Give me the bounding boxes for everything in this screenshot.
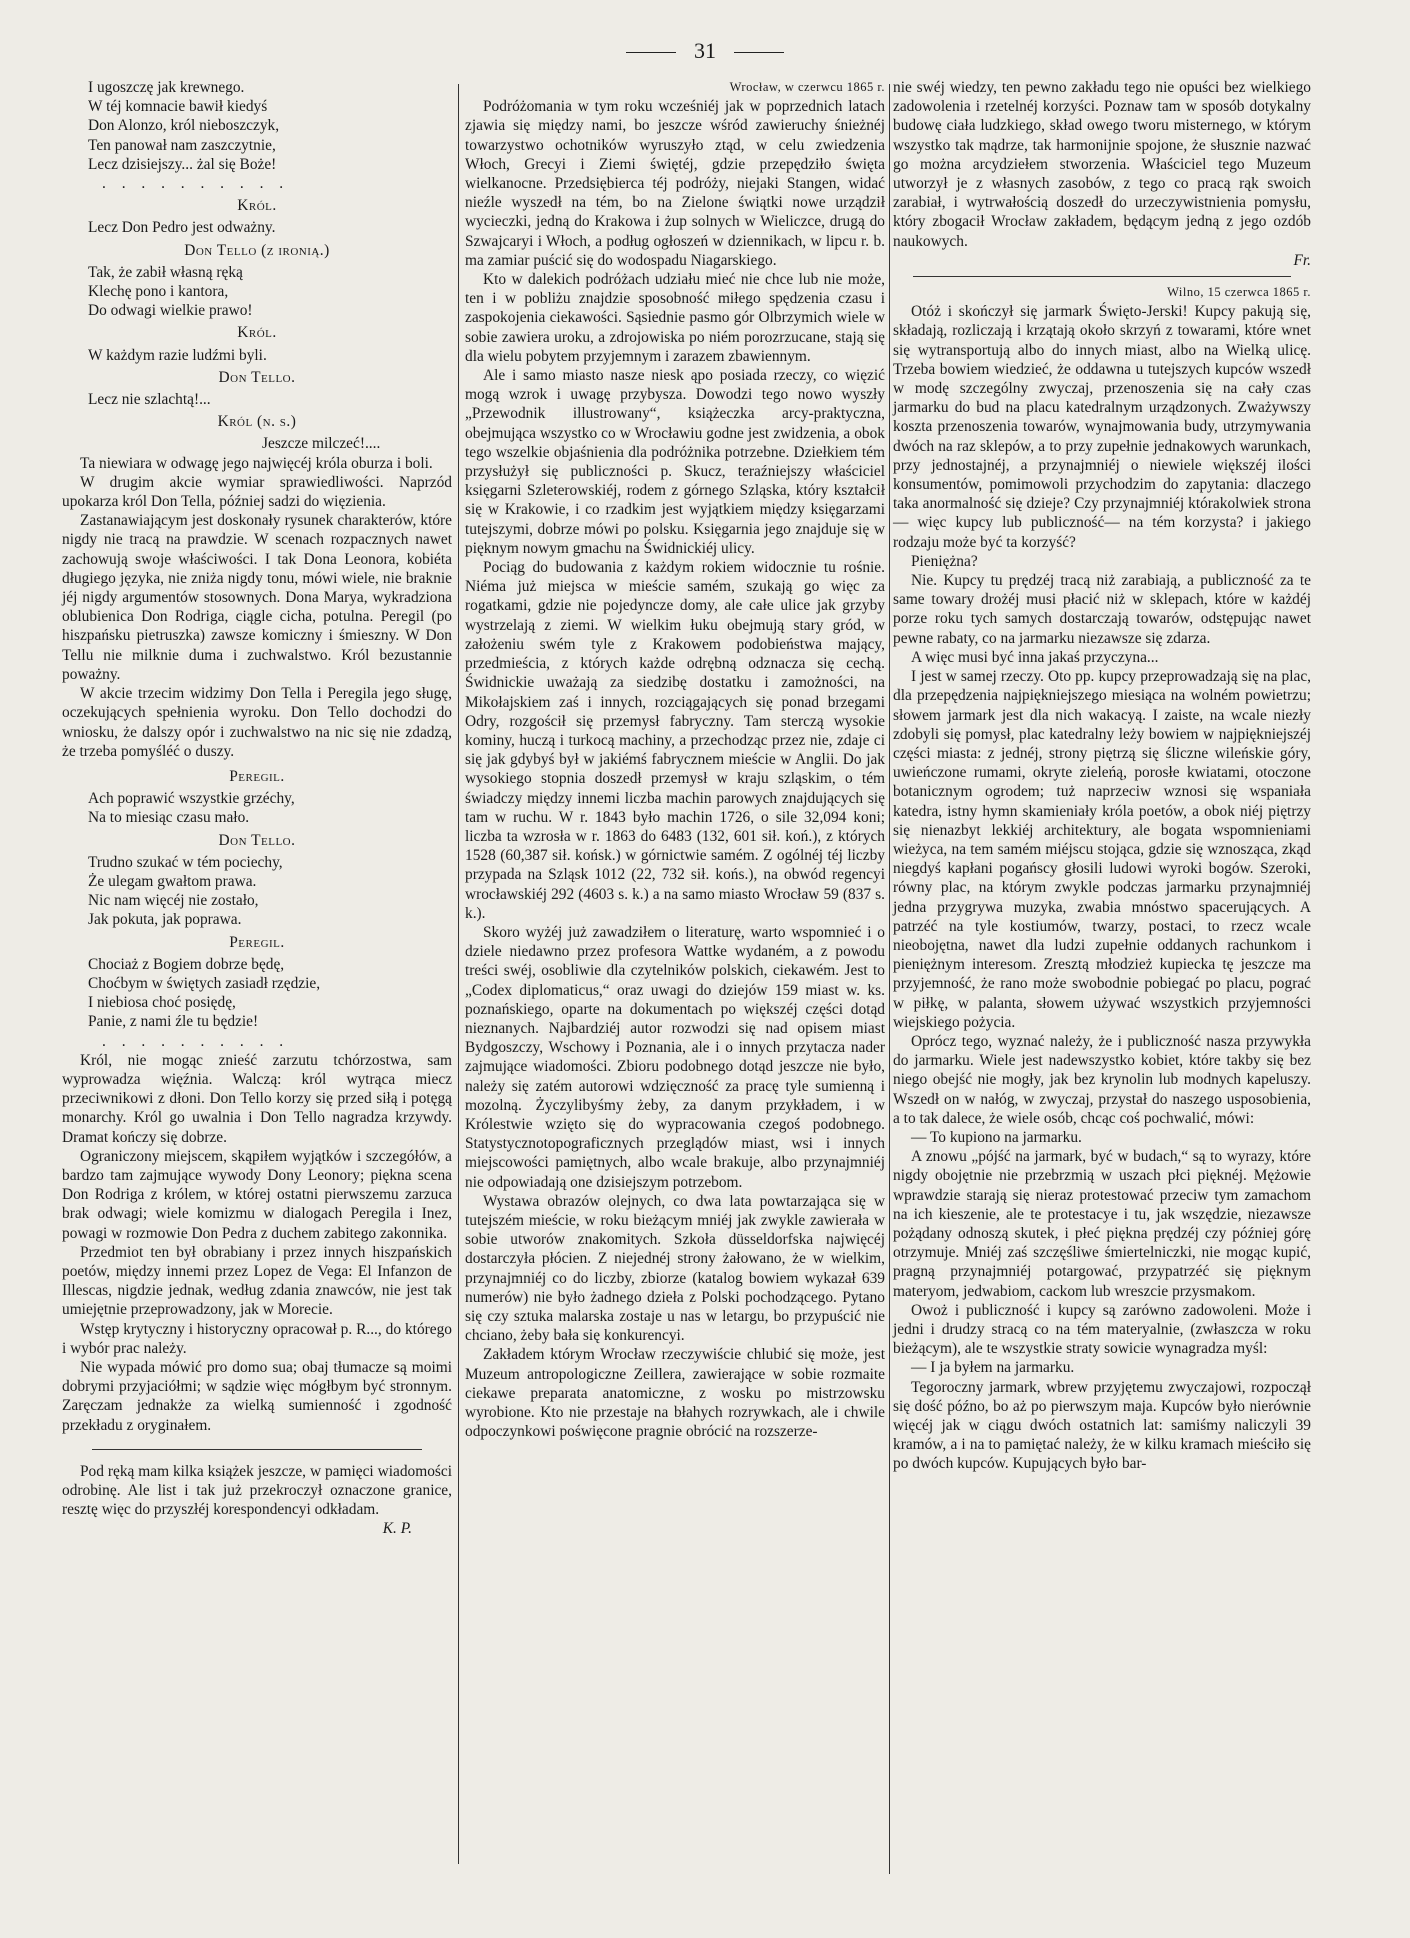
paragraph: I jest w samej rzeczy. Oto pp. kupcy przeprowadzają się na plac, dla przepędzenia najpiękniejszego miesiąca na wolném powietrzu; słowem jarmark jest dla nich wakacyą. I zaiste, na wcale niezły zdobyli się pomysł, plac katedralny leży bowiem w najpiękniejszéj części miasta: z jednéj, strony piętrzą się śliczne wileńskie góry, uwieńczone rumami, okryte zieleńą, porosłe kwiatami, otoczone botanicznym ogrodem; tuż naprzeciw wznosi się wspaniała katedra, istny hymn skamieniały króla poetów, a obok niéj piętrzy się nienazbyt lekkiéj architektury, ale bogata wspomnieniami wieżyca, na tem samém miéjscu stojąca, gdzie się wznosząca, zkąd niegdyś kapłani pogańscy głosili ludowi wyroki bogów. Szeroki, równy plac, na którym zwykle podczas jarmarku przynajmniéj jedna przygrywa muzyka, zwabia mnóstwo spacerujących. A patrzéć na tyle kostiumów, twarzy, postaci, to rzecz wcale nieobojętna, nawet dla ludzi zupełnie oddanych rachunkom i pieniężnym interesom. Zresztą młodzież kupiecka tę jeszcze ma przyjemność, że rano może swobodnie pobiegać po placu, pograć w piłkę, w palanta, słowem używać wszystkich przyjemności wiejskiego pożycia. [893,668,1311,1031]
verse-line: Że ulegam gwałtom prawa. [88,872,257,890]
speaker-name: Król. [237,197,277,215]
paragraph: A znowu „pójść na jarmark, być w budach,“ są to wyrazy, które nigdy obojętnie nie przebrzmią w uszach płci pięknéj. Mężowie wprawdzie starają się nieraz protestować przeciw tym zamachom na ich kieszenie, ale te protestacye i tu, jak wszędzie, niezawsze pożądany odnoszą skutek, i płeć piękna prędzéj czy później górę otrzymuje. Mniéj zaś szczęśliwe śmiertelniczki, nie mogąc kupić, pragną przynajmniéj potargować, przypatrzéć się pięknym materyom, jedwabiom, cackom lub wreszcie przysmakom. [893,1148,1311,1300]
paragraph: Pociąg do budowania z każdym rokiem widocznie tu rośnie. Niéma już miejsca w mieście samém, szukają go więc za rogatkami, gdzie nie pojedyncze domy, ale całe ulice jak grzyby wystrzelają z ziemi. W wielkim łuku obejmują stary gród, w założeniu swém tyle z Krakowem podobieństwa mający, przedmieścia, z których każde odrębną odznacza się cechą. Świdnickie uważają za siedzibę dostatku i zamożności, na Mikołajskiem zaś i innych, rozciągających się ponad brzegami Odry, rozgościł się przemysł fabryczny. Tam sterczą wysokie kominy, huczą i turkocą machiny, a przechodząc przez nie, zdaje ci się jak gdybyś był w jakiémś fabrycznem mieście w Anglii. Do jak wysokiego stopnia doszedł przemysł w kraju szląskim, o tém świadczy między innemi liczba machin parowych znajdujących się tam w ruchu. W r. 1843 było machin 1726, o sile 32,094 koni; liczba ta wzrosła w r. 1863 do 6483 (132, 601 sił. koń.), z których 1528 (60,387 sił. końsk.) w górnictwie samém. Z ogólnéj téj liczby przypada na Szląsk 1012 (22, 732 sił. końs.), na obwód regencyi wrocławskiéj 292 (4603 s. k.) a na samo miasto Wrocław 59 (837 s. k.). [465,559,885,922]
verse-line: Na to miesiąc czasu mało. [88,809,250,827]
verse-line: Jeszcze milczeć!.... [262,435,381,453]
paragraph: Zakładem którym Wrocław rzeczywiście chlubić się może, jest Muzeum antropologiczne Zeillera, zawierające w sobie rozmaite ciekawe preparata anatomiczne, z wosku po mistrzowsku wyrobione. Kto nie przestaje na błahych rozrywkach, ale i chwile odpoczynkowi poświęcone pragnie obrócić na rozszerze- [465,1346,885,1441]
paragraph: Nie wypada mówić pro domo sua; obaj tłumacze są moimi dobrymi przyjaciółmi; w sądzie więc mógłbym być stronnym. Zaręczam jednakże za wielką sumienność i zgodność przekładu z oryginałem. [62,1359,452,1434]
verse-block [62,434,452,453]
verse-line: W téj komnacie bawił kiedyś [88,98,268,116]
page-number: 31 [694,38,716,63]
paragraph: Pod ręką mam kilka książek jeszcze, w pamięci wiadomości odrobinę. Ale list i tak już przekroczył oznaczone granice, resztę więc do przyszłéj korespondencyi odkładam. [62,1462,452,1519]
ellipsis-row: . . . . . . . . . . [102,175,290,193]
verse-line: Panie, z nami źle tu będzie! [88,1013,259,1031]
paragraph: Zastanawiającym jest doskonały rysunek charakterów, które nigdy nie tracą na prawdzie. W scenach rozpacznych nawet zachowują swoje właściwości. I tak Dona Leonora, kobiéta długiego języka, nie zniża nigdy tonu, mówi wiele, nie braknie jéj nigdy argumentów stosownych. Dona Marya, wykradziona oblubienica Don Rodriga, ciągle cicha, potulna. Peregil (po hiszpańsku pietruszka) zawsze komiczny i śmieszny. W Don Tellu nie milknie duma i zuchwalstwo. Król bezustannie poważny. [62,512,452,683]
verse-line: W każdym razie ludźmi byli. [88,346,267,364]
verse-line: Don Alonzo, król nieboszczyk, [88,117,280,135]
verse-line: Klechę pono i kantora, [88,283,229,301]
paragraph: Kto w dalekich podróżach udziału mieć nie chce lub nie może, ten i w pobliżu znajdzie sposobność miłego spędzenia czasu i zaspokojenia ciekawości. Sąsiednie pasmo gór Olbrzymich wiele w sobie zawiera uroku, a zdrojowiska po niém porozrzucane, stają się dla wielu pobytem przyjemnym i zarazem zbawiennym. [465,271,885,365]
verse-line: Do odwagi wielkie prawo! [88,302,253,320]
paragraph: W akcie trzecim widzimy Don Tella i Peregila jego sługę, oczekujących spełnienia wyroku. Don Tello dochodzi do wniosku, że dalszy opór i zuchwalstwo na nic się nie zdadzą, że trzeba pomyśléć o duszy. [62,685,452,760]
speaker-name: Król. [237,324,277,342]
speaker-name: Don Tello. [218,831,296,849]
verse-block [62,853,452,930]
dateline: Wrocław, w czerwcu 1865 r. [729,80,885,94]
section-rule [92,1449,422,1450]
page-number-row [0,38,1410,64]
paragraph: — To kupiono na jarmarku. [911,1128,1082,1146]
verse-block [62,955,452,1032]
section-rule [913,276,1291,277]
paragraph: Ta niewiara w odwagę jego najwięcéj króla oburza i boli. [80,454,433,472]
paragraph: A więc musi być inna jakaś przyczyna... [911,648,1159,666]
paragraph: Owoż i publiczność i kupcy są zarówno zadowoleni. Może i jedni i drudzy stracą co na tém materyalnie, (zwłaszcza w roku bieżącym), ale te wszystkie straty sowicie wynagradza myśl: [893,1301,1311,1358]
column-divider [458,84,459,1864]
speaker-name: Don Tello (z ironią.) [184,241,330,259]
ellipsis-row: . . . . . . . . . . [102,1032,290,1050]
verse-block [62,789,452,827]
verse-block [62,78,452,174]
verse-line: Trudno szukać w tém pociechy, [88,853,283,871]
verse-block [62,218,452,237]
verse-line: Nic nam więcéj nie zostało, [88,892,259,910]
paragraph: W drugim akcie wymiar sprawiedliwości. Naprzód upokarza król Don Tella, później sadzi do więzienia. [62,473,452,511]
paragraph: nie swéj wiedzy, ten pewno zakładu tego nie opuści bez wielkiego zadowolenia i rzetelnéj korzyści. Poznaw tam w sposób dotykalny budowę ciała ludzkiego, skład owego tworu misternego, w którym wszystko tak mądrze, tak harmonijnie spojone, że słusznie nazwać go można arcydziełem stworzenia. Właściciel tego Muzeum utworzył je z własnych zasobów, z tego co pracą rąk swoich zarabiał, i wytrwałością doszedł do urzeczywistnienia pomysłu, który zbogacił Wrocław zakładem, będącym jedną z jego ozdób naukowych. [893,79,1311,250]
verse-line: Jak pokuta, jak poprawa. [88,911,242,929]
verse-line: Ach poprawić wszystkie grzéchy, [88,790,295,808]
paragraph: Nie. Kupcy tu prędzéj tracą niż zarabiają, a publiczność za te same towary drożéj musi płacić niż w sklepach, które w każdéj porze roku tych samych dostarczają towarów, odstępując nawet pewne rabaty, co na jarmarku niezawsze się zdarza. [893,572,1311,647]
column-middle [465,78,885,1441]
page-number-rule-right [734,52,784,53]
speaker-name: Don Tello. [218,368,296,386]
paragraph: Skoro wyżéj już zawadziłem o literaturę, warto wspomnieć i o dziele niedawno przez profesora Wattke wydaném, a z powodu treści swéj, osobliwie dla czytelników polskich, ciekawém. Jest to „Codex diplomaticus,“ oraz uwagi do dziejów 159 miast w. ks. poznańskiego, oparte na dokumentach po większéj części dotąd nieznanych. Najbardziéj autor rozwodzi się nad opisem miast Bydgoszczy, Wschowy i Poznania, ale i o innych przytacza nader zajmujące wiadomości. Zbioru podobnego dotąd jeszcze nie było, należy się zatém autorowi wdzięczność za pracę tyle sumienną i mozolną. Życzylibyśmy żeby, za danym przykładem, i w Królestwie wzięto się do wypracowania czegoś podobnego. Statystycznotopograficznych przeglądów miast, wsi i innych miejscowości pamiętnych, albo wcale brakuje, albo przynajmniéj nie odpowiadają one dzisiejszym potrzebom. [465,923,885,1191]
paragraph: Ograniczony miejscem, skąpiłem wyjątków i szczegółów, a bardzo tam zajmujące wywody Dony Leonory; piękna scena Don Rodriga z królem, w której ostatni pierwszemu zarzuca brak odwagi; wiele komizmu w dialogach Peregila i Inez, powagi w rozmowie Don Pedra z duchem zabitego zakonnika. [62,1147,452,1242]
paragraph: Otóż i skończył się jarmark Święto-Jerski! Kupcy pakują się, składają, rozliczają i krzątają około skrzyń z towarami, które wnet się wytransportują albo do innych miast, albo na Wielką ulicę. Trzeba bowiem wiedzieć, że oddawna u tutejszych kupców wszedł w modę szczególny zwyczaj, przenoszenia się na cały czas jarmarku do bud na placu katedralnym urządzonych. Zważywszy koszta przenoszenia towarów, wynajmowania budy, utrzymywania dwóch na raz sklepów, a to przy zupełnie jednakowych warunkach, przy jednostajnéj, a przynajmniéj o niewiele większéj ilości konsumentów, pomimowoli przychodzim do zapytania: dlaczego taka anormalność się dzieje? Czy przynajmniéj którakolwiek strona — więc kupcy lub publiczność— na tém korzysta? i jakiego rodzaju może być ta korzyść? [893,303,1311,551]
column-right [893,78,1311,1474]
speaker-name: Król (n. s.) [217,413,297,431]
paragraph: Wystawa obrazów olejnych, co dwa lata powtarzająca się w tutejszém mieście, w roku bieżącym mniéj jak zwykle zawierała w sobie utworów znakomitych. Szkoła düsseldorfska najwięcéj dostarczyła płócien. Z niejednéj strony żałowano, że w wielkim, przynajmniéj co do liczby, zbiorze (katalog bowiem wykazał 639 numerów) nie było żadnego dzieła z Polski pochodzącego. Pytano się czy sztuka malarska zostaje u nas w letargu, bo przypuścić nie chciano, żeby bała się konkurencyi. [465,1192,885,1345]
verse-block [62,390,452,409]
paragraph: Tegoroczny jarmark, wbrew przyjętemu zwyczajowi, rozpoczął się dość późno, bo aż po pierwszym maja. Kupców było nierównie więcéj jak w ciągu dwóch ostatnich lat: samiśmy naliczyli 39 kramów, a i na to pamiętać należy, że w kilku kramach mieściło się po dwóch kupców. Kupujących było bar- [893,1378,1311,1473]
verse-line: Lecz nie szlachtą!... [88,391,211,409]
signature: Fr. [1293,251,1311,269]
paragraph: Wstęp krytyczny i historyczny opracował p. R..., do którego i wybór prac należy. [62,1320,452,1357]
paragraph: Podróżomania w tym roku wcześniéj jak w poprzednich latach zjawia się między nami, bo jeszcze wśród zawieruchy śnieżnéj towarzystwo ochotników wyruszyło ztąd, w celu zwiedzenia Włoch, Grecyi i Ziemi świętéj, gdzie przepędziło święta wielkanocne. Przedsiębierca téj podróży, niejaki Stangen, widać nieźle wyszedł na tém, bo na Zielone świątki nowe urządził wycieczki, jedną do Krakowa i żup solnych w Wieliczce, drugą do Szwajcaryi i Włoch, a podług ogłoszeń w dziennikach, w lipcu r. b. ma zamiar puścić się do wodospadu Niagarskiego. [465,98,885,269]
verse-line: Lecz Don Pedro jest odważny. [88,219,276,237]
speaker-name: Peregil. [229,933,285,951]
paragraph: Oprócz tego, wyznać należy, że i publiczność nasza przywykła do jarmarku. Wiele jest nadewszystko kobiet, które takby się bez niego obejść nie mogły, jak bez krynolin lub modnych kapeluszy. Wszedł on w nałóg, w zwyczaj, przystał do naszego usposobienia, a to tak dalece, że wiele osób, chcąc coś pochwalić, mówi: [893,1032,1311,1127]
column-divider [889,84,890,1874]
verse-block [62,263,452,321]
speaker-name: Peregil. [229,767,285,785]
signature: K. P. [382,1520,412,1538]
verse-line: Lecz dzisiejszy... żal się Boże! [88,155,277,173]
paragraph: — I ja byłem na jarmarku. [911,1359,1075,1377]
page-number-rule-left [626,52,676,53]
verse-line: I ugoszczę jak krewnego. [88,79,245,96]
dateline: Wilno, 15 czerwca 1865 r. [1167,285,1311,300]
paragraph: Przedmiot ten był obrabiany i przez innych hiszpańskich poetów, między innemi przez Lopez de Vega: El Infanzon de Illescas, nigdzie jednak, według zdania znawców, nie jest tak umiejętnie przeprowadzony, jak w Morecie. [62,1243,452,1319]
verse-line: I niebiosa choć posiędę, [88,994,236,1012]
paragraph: Król, nie mogąc znieść zarzutu tchórzostwa, sam wyprowadza więźnia. Walczą: król wytrąca miecz przeciwnikowi z dłoni. Don Tello korzy się przed siłą i potęgą monarchy. Król go uwalnia i Don Tello nagradza krzywdy. Dramat kończy się dobrze. [62,1051,452,1146]
verse-line: Chociaż z Bogiem dobrze będę, [88,955,285,973]
paragraph: Ale i samo miasto nasze niesk ąpo posiada rzeczy, co więzić mogą wzrok i uwagę przybysza. Dowodzi tego nowo wyszły „Przewodnik illustrowany“, książeczka arcy-praktyczna, obejmująca wszystko co w Wrocławiu godne jest zwidzenia, a obok tego wszelkie objaśnienia dla podróżnika potrzebne. Dziełkiem tém przysłużył się publiczności p. Skucz, teraźniejszy właściciel księgarni Szleterowskiéj, rodem z górnego Szląska, który kształcił się w Krakowie, i co rzadkim jest wyjątkiem między księgarzami tutejszymi, dobrze mówi po polsku. Księgarnia jego znajduje się w pięknym nowym gmachu na Świdnickiéj ulicy. [465,367,885,557]
paragraph: Pieniężna? [911,552,978,570]
verse-line: Tak, że zabił własną ręką [88,263,243,281]
verse-line: Ten panował nam zaszczytnie, [88,136,276,154]
column-left [62,78,452,1539]
verse-line: Choćbym w świętych zasiadł rzędzie, [88,974,321,992]
verse-block [62,346,452,365]
